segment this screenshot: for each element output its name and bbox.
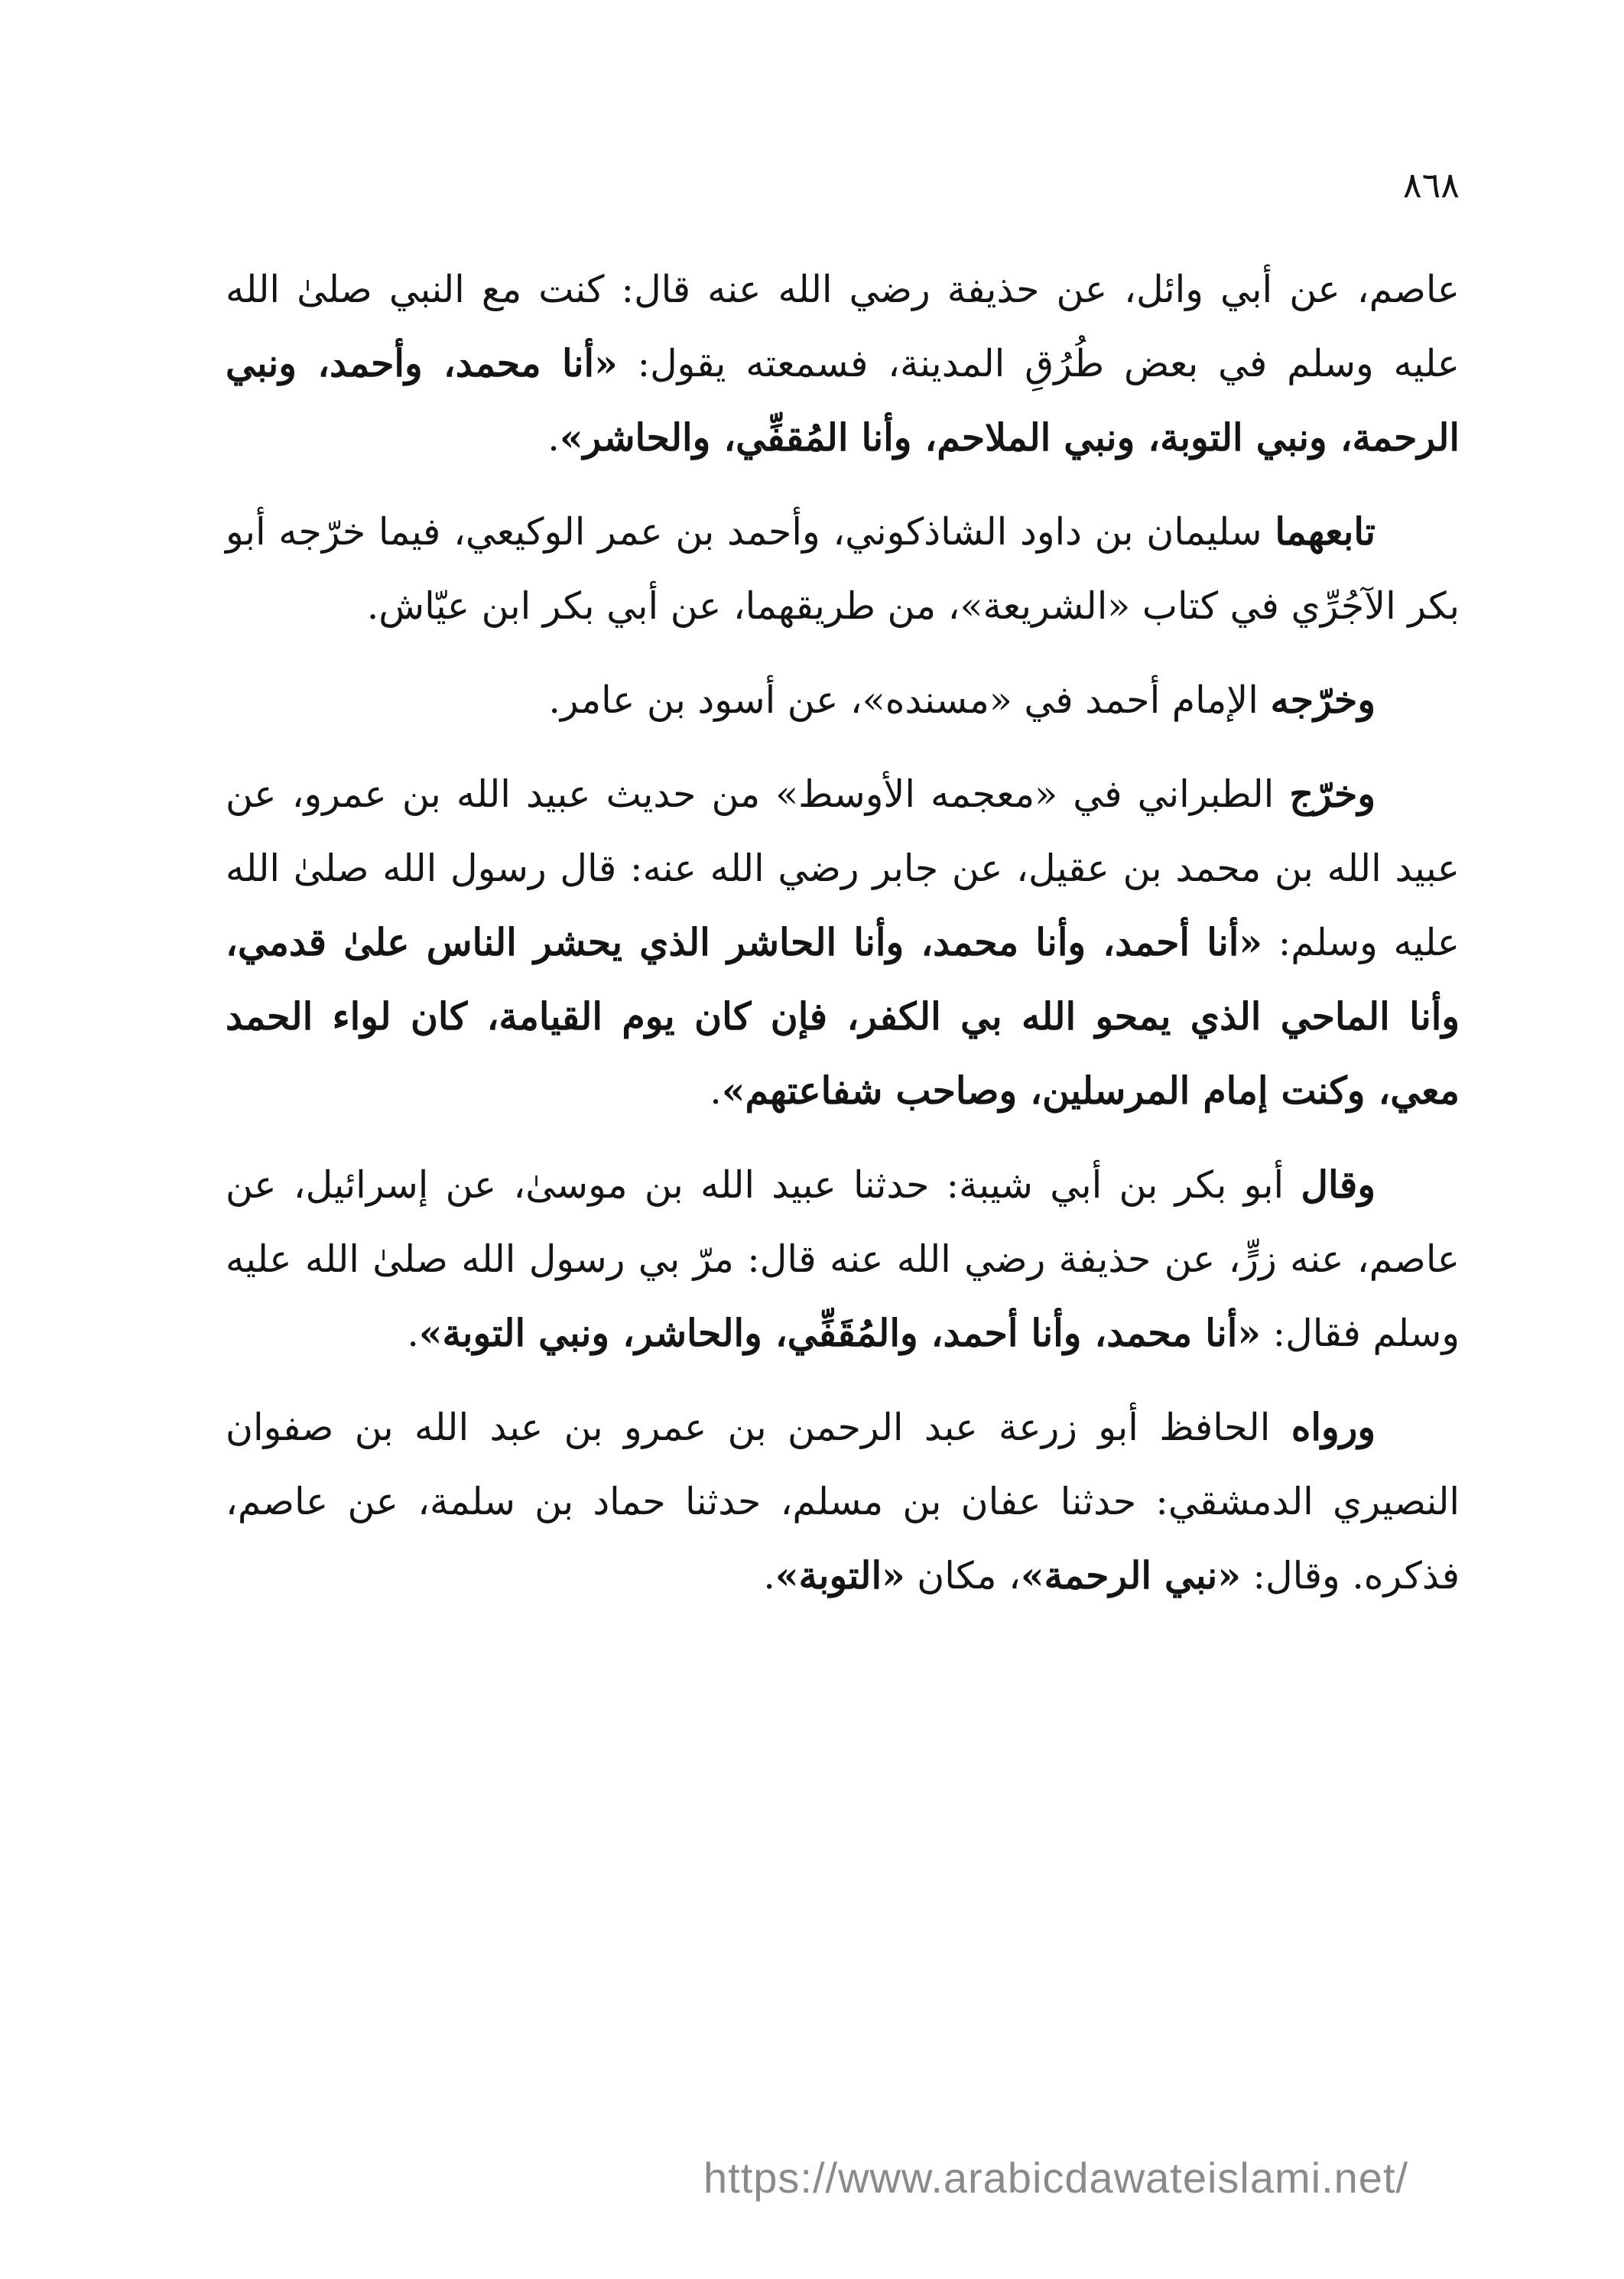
page-number: ٨٦٨ [1402, 164, 1460, 206]
text-run: الإمام أحمد في «مسنده»، عن أسود بن عامر. [548, 678, 1271, 722]
lead-word: وخرّج [1289, 772, 1376, 816]
bold-quote: «التوبة» [775, 1553, 905, 1598]
bold-quote: «نبي الرحمة» [1020, 1553, 1241, 1598]
paragraph [226, 252, 1460, 475]
text-run: . [407, 1312, 419, 1355]
lead-word: تابعهما [1275, 509, 1376, 554]
text-run: الحافظ أبو زرعة عبد الرحمن بن عمرو بن عبد الله بن صفوان النصيري الدمشقي: حدثنا عفان بن مسلم، حدثنا حماد بن سلمة، عن عاصم، فذكره. وقال: [226, 1406, 1460, 1598]
lead-word: وخرّجه [1270, 678, 1376, 722]
paragraph [226, 1390, 1460, 1613]
bold-quote: «أنا أحمد، وأنا محمد، وأنا الحاشر الذي يحشر الناس علىٰ قدمي، وأنا الماحي الذي يمحو الله بي الكفر، فإن كان يوم القيامة، كان لواء الحمد معي، وكنت إمام المرسلين، وصاحب شفاعتهم» [226, 920, 1460, 1113]
text-run: عاصم، عن أبي وائل، عن حذيفة رضي الله عنه قال: كنت مع النبي صلىٰ الله عليه وسلم في بعض طُرُقِ المدينة، فسمعته يقول: [226, 268, 1460, 385]
lead-word: ورواه [1291, 1405, 1376, 1449]
text-run: الطبراني في «معجمه الأوسط» من حديث عبيد الله بن عمرو، عن عبيد الله بن محمد بن عقيل، عن جابر رضي الله عنه: قال رسول الله صلىٰ الله عليه وسلم: [226, 772, 1460, 964]
paragraph [226, 757, 1460, 1128]
paragraph [226, 663, 1460, 737]
text-run: . [547, 416, 560, 460]
paragraph [226, 1148, 1460, 1370]
text-run: سليمان بن داود الشاذكوني، وأحمد بن عمر الوكيعي، فيما خرّجه أبو بكر الآجُرِّي في كتاب «الشريعة»، من طريقهما، عن أبي بكر ابن عيّاش. [226, 510, 1460, 628]
text-run: أبو بكر بن أبي شيبة: حدثنا عبيد الله بن موسىٰ، عن إسرائيل، عن عاصم، عنه زرٍّ، عن حذيفة رضي الله عنه قال: مرّ بي رسول الله صلىٰ الله عليه وسلم فقال: [226, 1163, 1460, 1355]
bold-quote: «أنا محمد، وأحمد، ونبي الرحمة، ونبي التوبة، ونبي الملاحم، وأنا المُقفِّي، والحاشر» [226, 341, 1460, 460]
text-run: . [763, 1554, 775, 1598]
text-run: . [710, 1069, 722, 1113]
page-body [226, 252, 1460, 1633]
bold-quote: «أنا محمد، وأنا أحمد، والمُقَفِّي، والحاشر، ونبي التوبة» [418, 1311, 1262, 1355]
lead-word: وقال [1301, 1162, 1376, 1207]
text-run: ، مكان [905, 1554, 1021, 1598]
watermark-url: https://www.arabicdawateislami.net/ [703, 2154, 1409, 2202]
paragraph [226, 495, 1460, 643]
